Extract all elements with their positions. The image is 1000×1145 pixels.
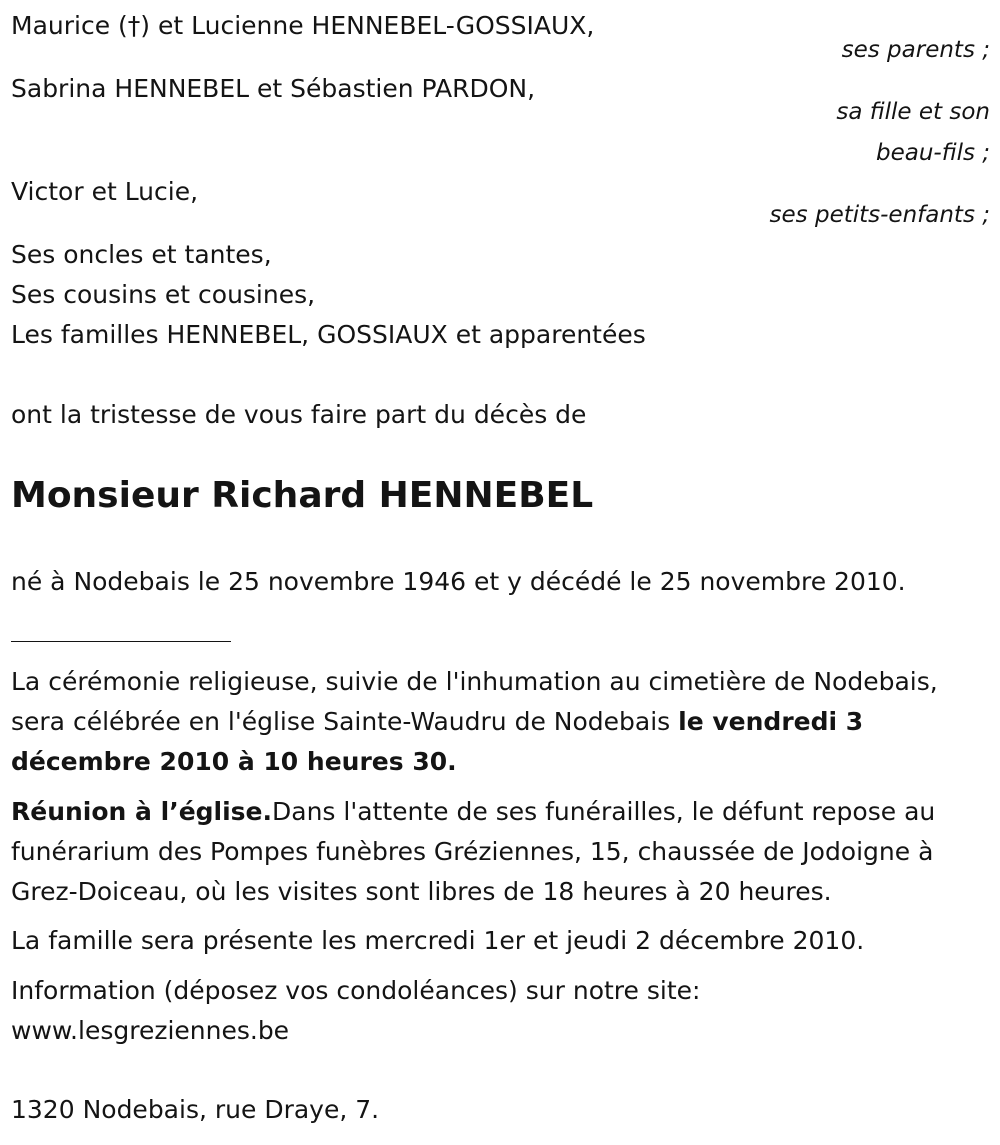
reunion-label: Réunion à l’église.	[11, 797, 273, 826]
separator-rule	[11, 641, 231, 642]
daughter-role-line-2: beau-fils ;	[875, 140, 990, 166]
parents-names: Maurice (†) et Lucienne HENNEBEL-GOSSIAUX,	[11, 11, 595, 40]
grandchildren-role: ses petits-enfants ;	[769, 202, 990, 228]
birth-death-line: né à Nodebais le 25 novembre 1946 et y décédé le 25 novembre 2010.	[11, 567, 906, 596]
daughter-role-line-1: sa fille et son	[836, 99, 990, 125]
info-line: Information (déposez vos condoléances) sur notre site:	[11, 976, 701, 1005]
ceremony-paragraph	[11, 662, 996, 782]
ceremony-date: le vendredi 3 décembre 2010 à 10 heures 30.	[11, 707, 864, 776]
address: 1320 Nodebais, rue Draye, 7.	[11, 1095, 380, 1124]
cousins: Ses cousins et cousines,	[11, 280, 316, 309]
parents-role: ses parents ;	[841, 37, 990, 63]
grandchildren-names: Victor et Lucie,	[11, 177, 199, 206]
deceased-name: Monsieur Richard HENNEBEL	[11, 475, 594, 516]
family-presence: La famille sera présente les mercredi 1er et jeudi 2 décembre 2010.	[11, 926, 865, 955]
daughter-names: Sabrina HENNEBEL et Sébastien PARDON,	[11, 74, 536, 103]
website-link[interactable]: www.lesgreziennes.be	[11, 1016, 290, 1045]
uncles-aunts: Ses oncles et tantes,	[11, 240, 272, 269]
reunion-paragraph	[11, 792, 996, 912]
ceremony-text: La cérémonie religieuse, suivie de l'inhumation au cimetière de Nodebais, sera célébrée en l'église Sainte-Waudru de Nodebais	[11, 667, 938, 736]
families: Les familles HENNEBEL, GOSSIAUX et apparentées	[11, 320, 646, 349]
announcement-text: ont la tristesse de vous faire part du décès de	[11, 400, 587, 429]
reunion-text: Dans l'attente de ses funérailles, le défunt repose au funérarium des Pompes funèbres Gréziennes, 15, chaussée de Jodoigne à Grez-Doiceau, où les visites sont libres de 18 heures à 20 heures.	[11, 797, 936, 906]
